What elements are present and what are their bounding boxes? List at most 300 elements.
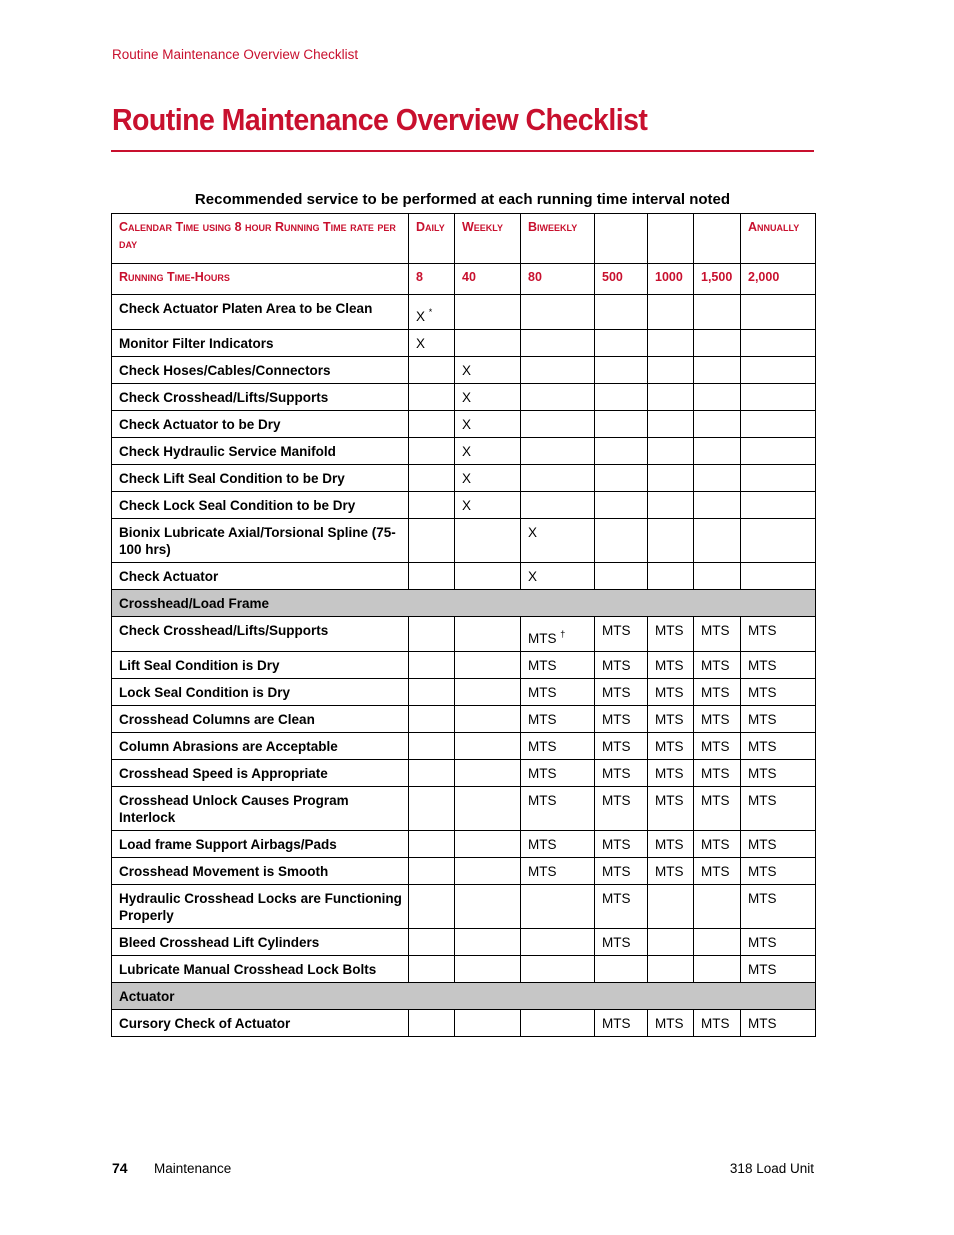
interval-cell [694, 652, 741, 679]
interval-cell [741, 519, 816, 563]
interval-cell [521, 760, 595, 787]
interval-cell [595, 384, 648, 411]
interval-cell [409, 411, 455, 438]
interval-mark: MTS [528, 766, 557, 781]
interval-cell [694, 1010, 741, 1037]
interval-cell [648, 956, 694, 983]
interval-cell [648, 438, 694, 465]
table-row [112, 465, 816, 492]
interval-mark: MTS [748, 962, 777, 977]
interval-cell [455, 929, 521, 956]
interval-cell [595, 787, 648, 831]
interval-mark: MTS [655, 739, 684, 754]
calendar-header-row [112, 214, 816, 264]
interval-mark: MTS [748, 935, 777, 950]
interval-cell [595, 706, 648, 733]
interval-cell [409, 330, 455, 357]
interval-cell [648, 492, 694, 519]
table-row [112, 438, 816, 465]
interval-cell [409, 295, 455, 330]
interval-cell [595, 519, 648, 563]
task-label: Hydraulic Crosshead Locks are Functioning Properly [112, 885, 409, 929]
interval-mark: MTS [528, 631, 557, 646]
interval-cell [694, 885, 741, 929]
interval-cell [409, 885, 455, 929]
interval-cell [455, 563, 521, 590]
interval-mark: MTS [701, 712, 730, 727]
annually-header: Annually [741, 214, 816, 264]
interval-cell [648, 330, 694, 357]
interval-mark: MTS [528, 712, 557, 727]
interval-mark: MTS [701, 837, 730, 852]
interval-cell [741, 411, 816, 438]
interval-cell [741, 295, 816, 330]
interval-mark: MTS [528, 739, 557, 754]
table-row [112, 652, 816, 679]
page-title: Routine Maintenance Overview Checklist [112, 102, 648, 137]
interval-mark: MTS [748, 837, 777, 852]
interval-mark: MTS [701, 864, 730, 879]
interval-cell [409, 956, 455, 983]
task-label: Monitor Filter Indicators [112, 330, 409, 357]
interval-cell [595, 330, 648, 357]
footer-product: 318 Load Unit [729, 1161, 814, 1176]
task-label: Check Lift Seal Condition to be Dry [112, 465, 409, 492]
interval-cell [521, 652, 595, 679]
interval-cell [694, 929, 741, 956]
task-label: Check Actuator [112, 563, 409, 590]
interval-cell [694, 733, 741, 760]
interval-mark: MTS [748, 766, 777, 781]
interval-cell [409, 679, 455, 706]
interval-cell [648, 706, 694, 733]
table-row [112, 858, 816, 885]
interval-cell [455, 733, 521, 760]
interval-mark: X [462, 444, 472, 459]
interval-mark: MTS [602, 891, 631, 906]
interval-mark: MTS [528, 864, 557, 879]
interval-cell [595, 652, 648, 679]
interval-cell [741, 956, 816, 983]
interval-cell [595, 295, 648, 330]
section-label: Crosshead/Load Frame [112, 590, 816, 617]
section-row-crosshead [112, 590, 816, 617]
task-label: Check Lock Seal Condition to be Dry [112, 492, 409, 519]
interval-cell [521, 465, 595, 492]
interval-cell [694, 563, 741, 590]
interval-cell [694, 956, 741, 983]
interval-cell [409, 929, 455, 956]
interval-mark: MTS [655, 837, 684, 852]
interval-mark: MTS [602, 1016, 631, 1031]
running-head: Routine Maintenance Overview Checklist [112, 47, 359, 62]
interval-mark: MTS [748, 891, 777, 906]
interval-mark: MTS [602, 623, 631, 638]
interval-cell [409, 465, 455, 492]
interval-cell [741, 885, 816, 929]
task-label: Bleed Crosshead Lift Cylinders [112, 929, 409, 956]
interval-cell [741, 330, 816, 357]
interval-cell [521, 858, 595, 885]
interval-cell [455, 885, 521, 929]
interval-cell [595, 563, 648, 590]
interval-cell [595, 465, 648, 492]
interval-cell [741, 563, 816, 590]
interval-cell [409, 519, 455, 563]
table-row [112, 929, 816, 956]
interval-cell [648, 760, 694, 787]
task-label: Check Hydraulic Service Manifold [112, 438, 409, 465]
interval-cell [409, 706, 455, 733]
interval-cell [455, 330, 521, 357]
table-row [112, 679, 816, 706]
interval-cell [455, 295, 521, 330]
interval-cell [741, 617, 816, 652]
interval-cell [521, 295, 595, 330]
interval-cell [741, 760, 816, 787]
interval-cell [521, 563, 595, 590]
interval-cell [521, 1010, 595, 1037]
interval-cell [648, 295, 694, 330]
interval-cell [455, 679, 521, 706]
task-label: Column Abrasions are Acceptable [112, 733, 409, 760]
hours-cell: 500 [595, 264, 648, 295]
interval-cell [455, 706, 521, 733]
interval-cell [648, 831, 694, 858]
interval-cell [409, 787, 455, 831]
interval-cell [741, 787, 816, 831]
interval-cell [409, 1010, 455, 1037]
interval-cell [409, 563, 455, 590]
interval-mark: X [462, 471, 472, 486]
interval-cell [409, 831, 455, 858]
empty-header-cell [595, 214, 648, 264]
interval-cell [409, 733, 455, 760]
task-label: Bionix Lubricate Axial/Torsional Spline (75-100 hrs) [112, 519, 409, 563]
interval-cell [648, 465, 694, 492]
task-label: Load frame Support Airbags/Pads [112, 831, 409, 858]
interval-cell [741, 357, 816, 384]
biweekly-header: Biweekly [521, 214, 595, 264]
interval-cell [694, 330, 741, 357]
interval-cell [455, 956, 521, 983]
interval-cell [521, 492, 595, 519]
task-label: Lubricate Manual Crosshead Lock Bolts [112, 956, 409, 983]
interval-cell [741, 858, 816, 885]
interval-cell [741, 652, 816, 679]
interval-cell [455, 831, 521, 858]
task-label: Check Actuator Platen Area to be Clean [112, 295, 409, 330]
table-row [112, 492, 816, 519]
interval-mark: MTS [602, 935, 631, 950]
interval-mark: MTS [748, 623, 777, 638]
hours-cell: 8 [409, 264, 455, 295]
interval-cell [741, 384, 816, 411]
table-row [112, 787, 816, 831]
interval-cell [521, 706, 595, 733]
interval-cell [409, 357, 455, 384]
interval-cell [595, 357, 648, 384]
interval-mark: MTS [748, 739, 777, 754]
table-row [112, 706, 816, 733]
interval-mark: MTS [602, 658, 631, 673]
interval-cell [694, 357, 741, 384]
interval-cell [521, 831, 595, 858]
table-row [112, 357, 816, 384]
table-row [112, 885, 816, 929]
interval-mark: MTS [602, 712, 631, 727]
interval-cell [409, 617, 455, 652]
interval-cell [648, 617, 694, 652]
interval-cell [409, 858, 455, 885]
interval-cell [595, 438, 648, 465]
interval-cell [409, 652, 455, 679]
interval-cell [694, 787, 741, 831]
interval-cell [455, 858, 521, 885]
interval-mark: MTS [701, 623, 730, 638]
interval-mark: X [528, 569, 538, 584]
table-row [112, 411, 816, 438]
interval-cell [521, 787, 595, 831]
interval-mark: MTS [655, 1016, 684, 1031]
table-row [112, 519, 816, 563]
interval-cell [455, 787, 521, 831]
interval-cell [648, 384, 694, 411]
interval-cell [409, 438, 455, 465]
interval-cell [521, 411, 595, 438]
interval-mark: X [462, 417, 472, 432]
interval-cell [455, 652, 521, 679]
interval-cell [521, 679, 595, 706]
interval-cell [694, 465, 741, 492]
task-label: Crosshead Columns are Clean [112, 706, 409, 733]
interval-cell [455, 519, 521, 563]
task-label: Check Crosshead/Lifts/Supports [112, 384, 409, 411]
interval-mark: MTS [528, 685, 557, 700]
interval-cell [409, 760, 455, 787]
interval-mark: MTS [748, 864, 777, 879]
hours-cell: 2,000 [741, 264, 816, 295]
interval-mark: MTS [748, 712, 777, 727]
interval-mark: MTS [655, 623, 684, 638]
interval-mark: MTS [701, 793, 730, 808]
interval-cell [595, 831, 648, 858]
interval-cell [595, 411, 648, 438]
interval-cell [741, 733, 816, 760]
interval-cell [694, 295, 741, 330]
section-label: Actuator [112, 983, 816, 1010]
interval-cell [648, 1010, 694, 1037]
interval-cell [521, 330, 595, 357]
interval-cell [648, 563, 694, 590]
interval-mark: MTS [602, 837, 631, 852]
table-row [112, 563, 816, 590]
interval-cell [455, 617, 521, 652]
interval-cell [648, 858, 694, 885]
interval-mark: MTS [602, 793, 631, 808]
table-row [112, 330, 816, 357]
task-label: Check Hoses/Cables/Connectors [112, 357, 409, 384]
table-row [112, 760, 816, 787]
interval-mark: MTS [701, 685, 730, 700]
interval-cell [455, 465, 521, 492]
task-label: Lock Seal Condition is Dry [112, 679, 409, 706]
table-caption: Recommended service to be performed at each running time interval noted [194, 191, 731, 208]
daily-header: Daily [409, 214, 455, 264]
interval-cell [409, 492, 455, 519]
interval-cell [741, 492, 816, 519]
table-row [112, 831, 816, 858]
hours-cell: 1,500 [694, 264, 741, 295]
interval-cell [694, 438, 741, 465]
interval-cell [521, 885, 595, 929]
interval-mark: X [462, 498, 472, 513]
interval-mark: MTS [528, 658, 557, 673]
interval-cell [694, 492, 741, 519]
interval-cell [741, 438, 816, 465]
interval-mark: MTS [748, 658, 777, 673]
interval-cell [595, 858, 648, 885]
interval-cell [741, 831, 816, 858]
maintenance-checklist-table [111, 213, 816, 1037]
interval-mark: MTS [701, 1016, 730, 1031]
interval-cell [455, 1010, 521, 1037]
interval-mark: X [416, 309, 426, 324]
interval-cell [521, 733, 595, 760]
interval-cell [741, 1010, 816, 1037]
interval-mark: MTS [701, 766, 730, 781]
footer-page-number: 74 [112, 1160, 128, 1176]
calendar-header-label: Calendar Time using 8 hour Running Time rate per day [112, 214, 409, 264]
interval-mark: MTS [528, 793, 557, 808]
interval-mark: MTS [748, 793, 777, 808]
interval-cell [694, 519, 741, 563]
interval-cell [648, 652, 694, 679]
interval-cell [455, 384, 521, 411]
interval-mark: MTS [655, 793, 684, 808]
interval-mark: MTS [701, 658, 730, 673]
interval-cell [595, 929, 648, 956]
table-row [112, 384, 816, 411]
task-label: Crosshead Speed is Appropriate [112, 760, 409, 787]
interval-cell [648, 885, 694, 929]
title-rule [111, 150, 814, 152]
interval-cell [521, 617, 595, 652]
interval-cell [455, 760, 521, 787]
interval-cell [595, 617, 648, 652]
interval-cell [648, 679, 694, 706]
interval-cell [521, 357, 595, 384]
interval-cell [694, 617, 741, 652]
interval-mark: MTS [655, 766, 684, 781]
interval-mark: MTS [655, 685, 684, 700]
footnote-marker: * [428, 307, 433, 317]
interval-cell [595, 1010, 648, 1037]
interval-cell [648, 519, 694, 563]
interval-cell [694, 679, 741, 706]
interval-cell [595, 679, 648, 706]
task-label: Cursory Check of Actuator [112, 1010, 409, 1037]
interval-cell [694, 706, 741, 733]
empty-header-cell [694, 214, 741, 264]
table-row [112, 956, 816, 983]
interval-cell [455, 492, 521, 519]
interval-cell [521, 956, 595, 983]
interval-cell [455, 411, 521, 438]
table-row [112, 733, 816, 760]
interval-mark: X [416, 336, 426, 351]
interval-mark: MTS [748, 685, 777, 700]
interval-cell [595, 760, 648, 787]
weekly-header: Weekly [455, 214, 521, 264]
interval-cell [409, 384, 455, 411]
interval-cell [694, 858, 741, 885]
interval-cell [595, 885, 648, 929]
running-hours-header-row [112, 264, 816, 295]
task-label: Check Crosshead/Lifts/Supports [112, 617, 409, 652]
interval-cell [648, 411, 694, 438]
interval-mark: MTS [602, 766, 631, 781]
interval-cell [648, 787, 694, 831]
footnote-marker: † [560, 629, 566, 639]
interval-mark: X [528, 525, 538, 540]
interval-mark: MTS [602, 685, 631, 700]
interval-cell [694, 411, 741, 438]
task-label: Check Actuator to be Dry [112, 411, 409, 438]
hours-cell: 40 [455, 264, 521, 295]
interval-mark: MTS [701, 739, 730, 754]
interval-cell [648, 357, 694, 384]
interval-mark: MTS [655, 864, 684, 879]
interval-cell [595, 492, 648, 519]
footer-section: Maintenance [154, 1161, 232, 1176]
interval-cell [595, 733, 648, 760]
interval-cell [521, 384, 595, 411]
empty-header-cell [648, 214, 694, 264]
task-label: Crosshead Unlock Causes Program Interlock [112, 787, 409, 831]
interval-cell [741, 929, 816, 956]
interval-cell [648, 733, 694, 760]
table-row [112, 295, 816, 330]
interval-cell [595, 956, 648, 983]
interval-cell [455, 438, 521, 465]
interval-cell [521, 519, 595, 563]
hours-cell: 80 [521, 264, 595, 295]
section-row-actuator [112, 983, 816, 1010]
interval-cell [741, 679, 816, 706]
interval-cell [694, 831, 741, 858]
interval-mark: MTS [655, 712, 684, 727]
task-label: Crosshead Movement is Smooth [112, 858, 409, 885]
interval-mark: X [462, 390, 472, 405]
interval-mark: X [462, 363, 472, 378]
hours-cell: 1000 [648, 264, 694, 295]
interval-mark: MTS [748, 1016, 777, 1031]
interval-cell [741, 465, 816, 492]
interval-cell [521, 929, 595, 956]
interval-cell [694, 384, 741, 411]
running-hours-label: Running Time-Hours [112, 264, 409, 295]
interval-mark: MTS [602, 739, 631, 754]
interval-cell [741, 706, 816, 733]
interval-mark: MTS [655, 658, 684, 673]
interval-cell [455, 357, 521, 384]
interval-cell [521, 438, 595, 465]
table-row [112, 1010, 816, 1037]
task-label: Lift Seal Condition is Dry [112, 652, 409, 679]
interval-cell [648, 929, 694, 956]
interval-cell [694, 760, 741, 787]
